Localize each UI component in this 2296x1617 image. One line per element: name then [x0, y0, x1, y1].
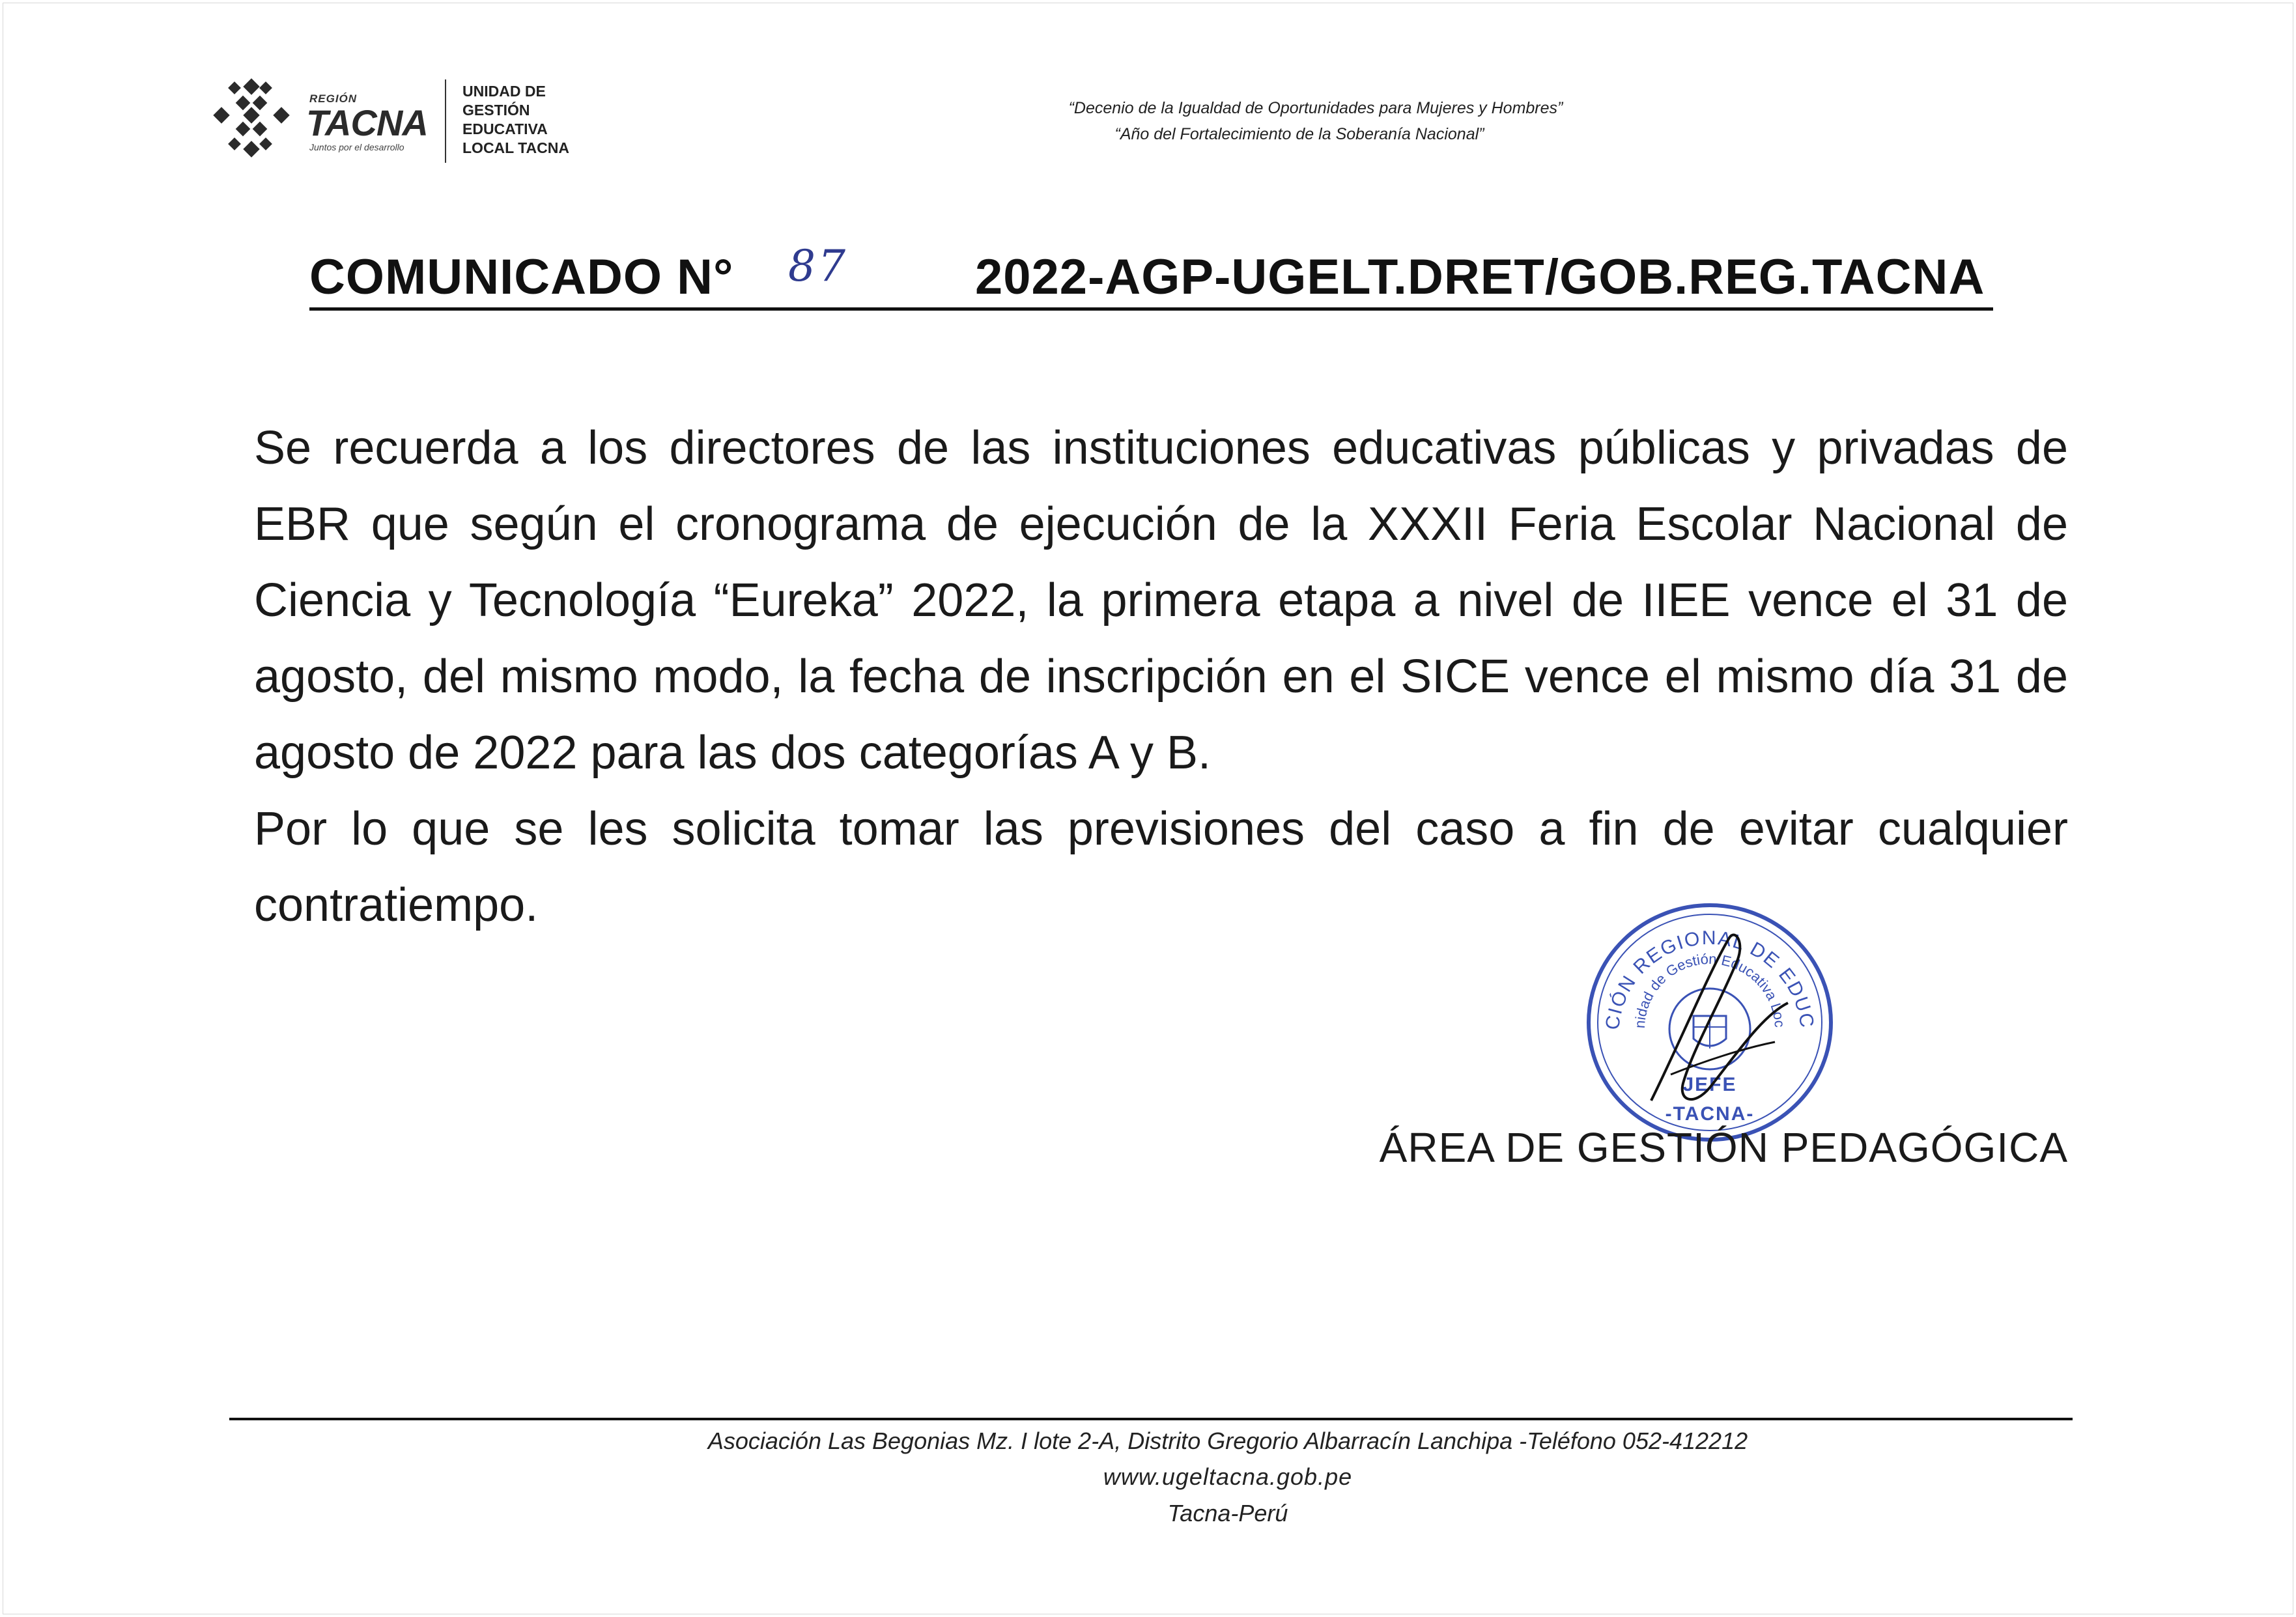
- title-handwritten-number: 87: [788, 241, 848, 291]
- body-paragraph: Se recuerda a los directores de las instituciones educativas públicas y privadas de EBR que según el cronograma de ejecución de la XXXII Feria Escolar Nacional de Ciencia y Tecnología “Eureka” 2022, la primera etapa a nivel de IIEE vence el 31 de agosto, del mismo modo, la fecha de inscripción en el SICE vence el mismo día 31 de agosto de 2022 para las dos categorías A y B.: [254, 422, 2068, 779]
- header-logo: [212, 78, 589, 163]
- footer-address: Asociación Las Begonias Mz. I lote 2-A, Distrito Gregorio Albarracín Lanchipa -Teléfono 052-412212: [707, 1427, 1748, 1454]
- signature-area-label: ÁREA DE GESTIÓN PEDAGÓGICA: [1379, 1124, 2068, 1171]
- communique-body: [254, 410, 2068, 944]
- logo-region-label: REGIÓN: [309, 92, 358, 105]
- header-quote-year: “Año del Fortalecimiento de la Soberanía Nacional”: [1114, 125, 1484, 143]
- svg-text:DIRECCIÓN REGIONAL DE EDUCACIÓ: CIÓN REGIONAL DE EDUC: [1601, 927, 1818, 1032]
- official-seal-stamp: [1580, 892, 1840, 1153]
- logo-unit-line: LOCAL TACNA: [462, 139, 569, 156]
- footer-divider: [229, 1418, 2073, 1420]
- svg-text:Unidad de Gestión Educativa Lo: nidad de Gestión Educativa Loc: [1631, 950, 1789, 1029]
- svg-text:-TACNA-: -TACNA-: [1665, 1103, 1755, 1125]
- logo-unit-line: GESTIÓN: [462, 102, 530, 119]
- title-code: 2022-AGP-UGELT.DRET/GOB.REG.TACNA: [975, 249, 1985, 305]
- logo-unit-line: UNIDAD DE: [462, 83, 546, 100]
- logo-unit-name: [462, 82, 569, 158]
- header-quote-decade: “Decenio de la Igualdad de Oportunidades para Mujeres y Hombres”: [1068, 99, 1563, 117]
- logo-slogan: Juntos por el desarrollo: [309, 142, 404, 152]
- document-title: [309, 242, 1993, 311]
- seal-icon: [1580, 892, 1840, 1153]
- footer-website-link[interactable]: www.ugeltacna.gob.pe: [1103, 1463, 1353, 1490]
- region-tacna-logo-icon: [212, 78, 303, 163]
- logo-unit-line: EDUCATIVA: [462, 120, 548, 137]
- body-paragraph: Por lo que se les solicita tomar las previsiones del caso a fin de evitar cualquier contratiempo.: [254, 803, 2068, 931]
- title-prefix: COMUNICADO N°: [309, 249, 734, 305]
- logo-name: TACNA: [306, 102, 428, 143]
- svg-text:JEFE: JEFE: [1682, 1074, 1737, 1095]
- logo-divider: [445, 79, 446, 163]
- footer-city: Tacna-Perú: [1167, 1500, 1288, 1526]
